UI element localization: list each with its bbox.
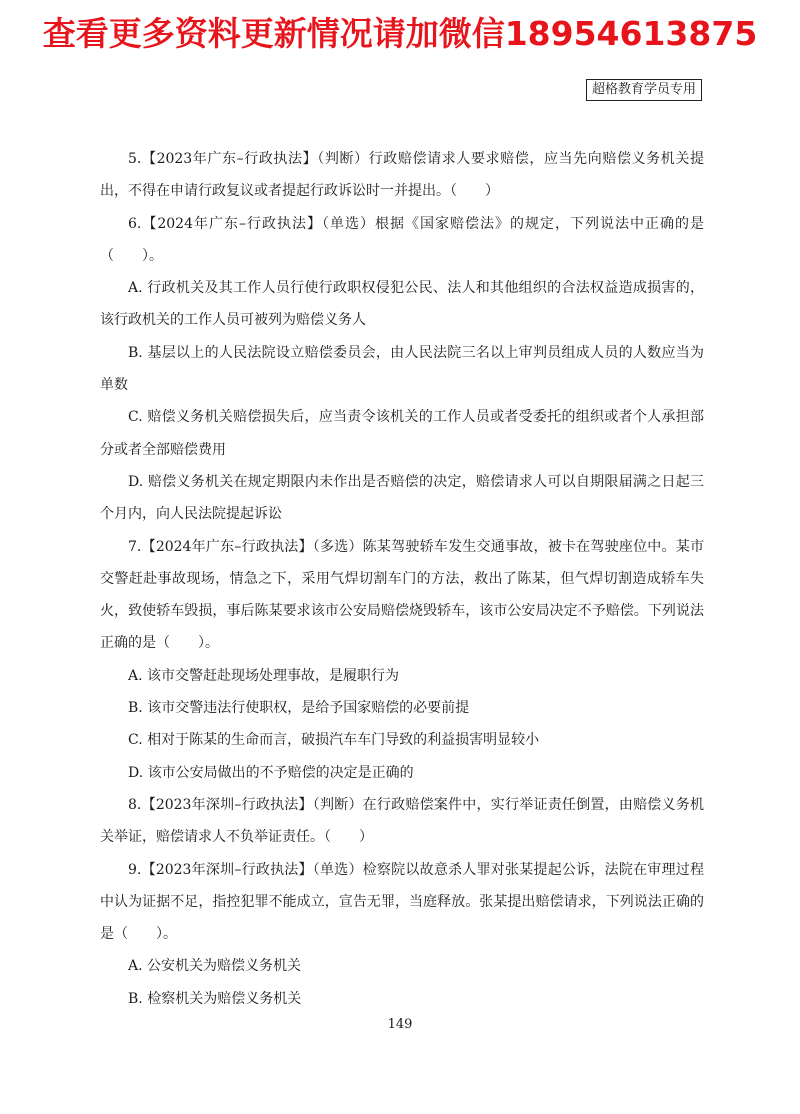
question-7-option-d: D. 该市公安局做出的不予赔偿的决定是正确的 <box>128 764 414 781</box>
question-6: 6.【2024年广东–行政执法】（单选）根据《国家赔偿法》的规定，下列说法中正确的是（ ）。 <box>100 215 704 264</box>
header-tag: 超格教育学员专用 <box>586 79 702 101</box>
question-7-option-a: A. 该市交警赶赴现场处理事故，是履职行为 <box>128 667 400 684</box>
question-7: 7.【2024年广东–行政执法】（多选）陈某驾驶轿车发生交通事故，被卡在驾驶座位中。某市交警赶赴事故现场，情急之下，采用气焊切割车门的方法，救出了陈某，但气焊切割造成轿车失火，致使轿车毁损，事后陈某要求该市公安局赔偿烧毁轿车，该市公安局决定不予赔偿。下列说法正确的是（ ）。 <box>100 538 704 652</box>
question-6-option-b: B. 基层以上的人民法院设立赔偿委员会，由人民法院三名以上审判员组成人员的人数应当为单数 <box>100 344 704 394</box>
question-7-option-c: C. 相对于陈某的生命而言，破损汽车车门导致的利益损害明显较小 <box>128 732 540 749</box>
document-body <box>100 143 704 1015</box>
question-8: 8.【2023年深圳–行政执法】（判断）在行政赔偿案件中，实行举证责任倒置，由赔偿义务机关举证，赔偿请求人不负举证责任。（ ） <box>100 796 704 846</box>
watermark-banner: 查看更多资料更新情况请加微信18954613875 <box>42 14 758 53</box>
question-9-option-b: B. 检察机关为赔偿义务机关 <box>128 990 302 1007</box>
question-7-option-b: B. 该市交警违法行使职权，是给予国家赔偿的必要前提 <box>128 700 470 717</box>
question-6-option-d: D. 赔偿义务机关在规定期限内未作出是否赔偿的决定，赔偿请求人可以自期限届满之日起三个月内，向人民法院提起诉讼 <box>100 473 704 523</box>
question-6-option-c: C. 赔偿义务机关赔偿损失后，应当责令该机关的工作人员或者受委托的组织或者个人承担部分或者全部赔偿费用 <box>100 409 704 458</box>
question-5: 5.【2023年广东–行政执法】（判断）行政赔偿请求人要求赔偿，应当先向赔偿义务机关提出，不得在申请行政复议或者提起行政诉讼时一并提出。（ ） <box>100 151 704 200</box>
question-9-option-a: A. 公安机关为赔偿义务机关 <box>128 958 302 975</box>
page-number: 149 <box>387 1017 413 1032</box>
question-9: 9.【2023年深圳–行政执法】（单选）检察院以故意杀人罪对张某提起公诉，法院在审理过程中认为证据不足，指控犯罪不能成立，宣告无罪，当庭释放。张某提出赔偿请求，下列说法正确的是（ ）。 <box>100 861 704 943</box>
question-6-option-a: A. 行政机关及其工作人员行使行政职权侵犯公民、法人和其他组织的合法权益造成损害的，该行政机关的工作人员可被列为赔偿义务人 <box>100 280 704 329</box>
